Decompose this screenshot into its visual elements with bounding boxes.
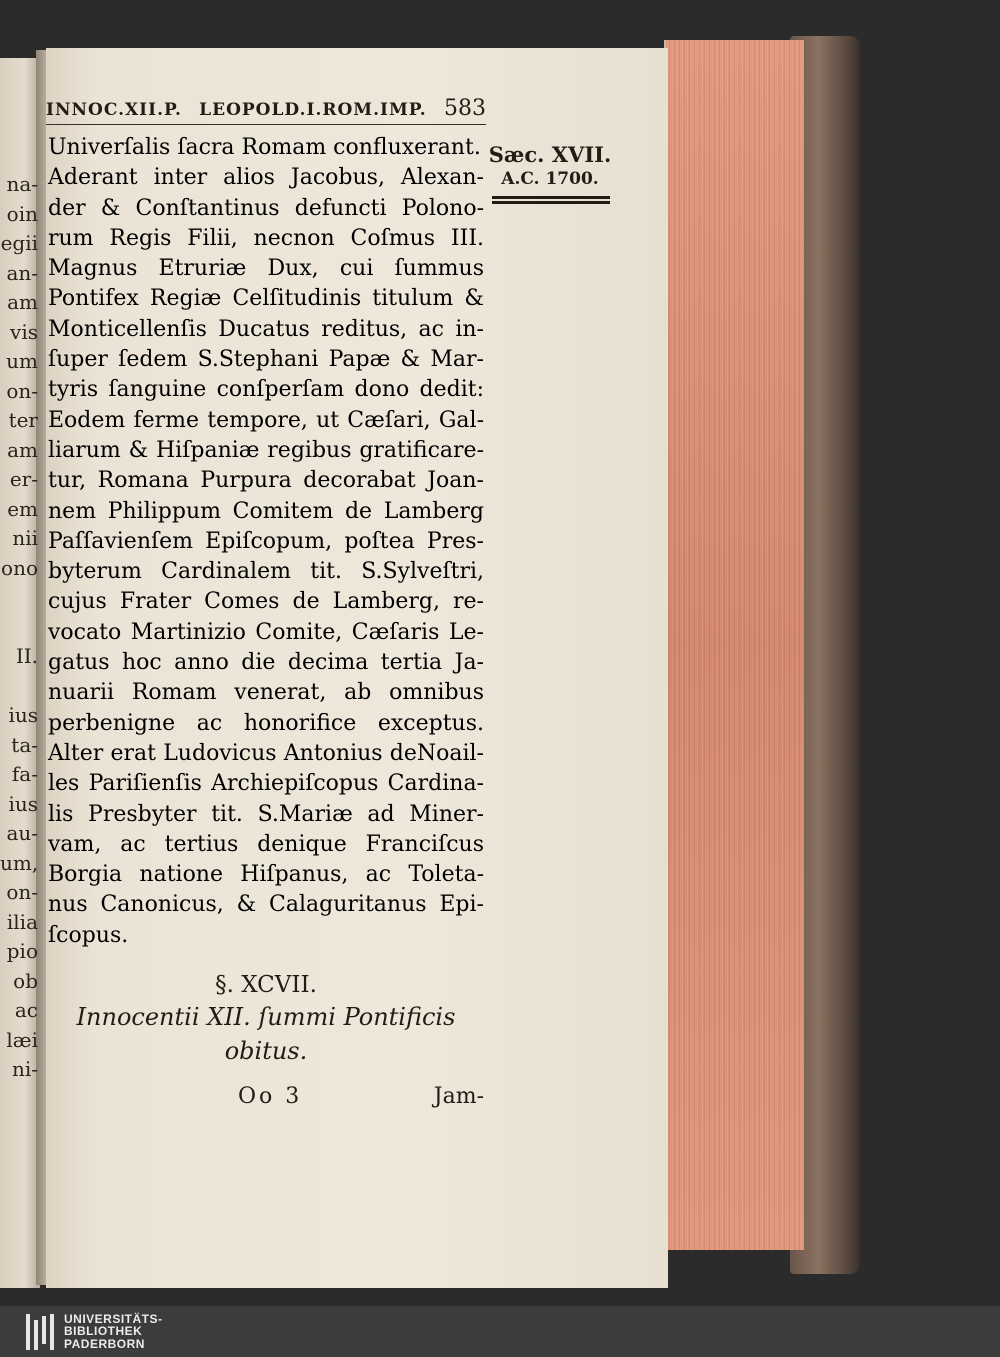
text-line: les Pariſienſis Archiepiſcopus Cardina- xyxy=(48,771,484,797)
institution-line2: BIBLIOTHEK xyxy=(64,1324,143,1339)
left-fragment: ni- xyxy=(11,1057,38,1081)
page-number: 583 xyxy=(443,96,486,121)
text-line: Aderant inter alios Jacobus, Alexan- xyxy=(48,165,484,191)
left-fragment: oin xyxy=(6,201,38,226)
left-fragment: ob xyxy=(13,968,38,993)
margin-double-rule xyxy=(492,196,610,204)
text-line: lis Presbyter tit. S.Mariæ ad Miner- xyxy=(48,801,484,827)
left-fragment: on- xyxy=(6,378,38,403)
left-fragment: um xyxy=(6,349,38,373)
text-line: Eodem ferme tempore, ut Cæſari, Gal- xyxy=(48,407,484,433)
text-line: der & Conſtantinus defuncti Polono- xyxy=(48,195,484,221)
left-fragment: vis xyxy=(10,319,38,344)
catchword: Jam- xyxy=(433,1084,484,1109)
text-line: nem Philippum Comitem de Lamberg xyxy=(48,498,484,524)
left-fragment: ono xyxy=(1,555,38,580)
library-logo-icon xyxy=(26,1314,54,1350)
text-line: nuarii Romam venerat, ab omnibus xyxy=(48,680,484,706)
left-fragment: ius xyxy=(8,791,38,816)
left-fragment: læi xyxy=(6,1027,38,1052)
text-line: vam, ac tertius denique Franciſcus xyxy=(48,831,484,857)
left-fragment: um, xyxy=(0,850,38,875)
text-line: cujus Frater Comes de Lamberg, re- xyxy=(48,589,484,615)
text-line: tur, Romana Purpura decorabat Joan- xyxy=(48,468,484,494)
signature-mark: Oo 3 xyxy=(238,1084,303,1109)
left-fragment: em xyxy=(7,496,38,521)
left-fragment: fa- xyxy=(11,762,38,786)
left-fragment: II. xyxy=(15,644,38,668)
header-left: INNOC.XII.P. xyxy=(46,100,182,120)
margin-saeculum: Sæc. XVII. xyxy=(488,142,612,167)
text-line: Monticellenſis Ducatus reditus, ac in- xyxy=(48,316,484,342)
left-fragment: ta- xyxy=(11,732,38,757)
left-page-fragments xyxy=(0,170,38,1085)
margin-note xyxy=(488,142,612,189)
left-fragment: ter xyxy=(8,408,38,432)
institution-line3: PADERBORN xyxy=(64,1336,145,1351)
text-line: ſuper ſedem S.Stephani Papæ & Mar- xyxy=(48,347,484,373)
text-line: Paſſavienſem Epiſcopum, poſtea Pres- xyxy=(48,528,484,554)
margin-year: A.C. 1700. xyxy=(501,169,599,189)
text-line: tyris ſanguine conſperſam dono dedit: xyxy=(48,377,484,403)
left-fragment: pio xyxy=(6,939,38,963)
footer-bar xyxy=(0,1306,1000,1357)
left-fragment: ilia xyxy=(6,909,38,934)
header-mid: LEOPOLD.I.ROM.IMP. xyxy=(199,100,427,120)
left-fragment: na- xyxy=(6,172,38,196)
left-fragment: an- xyxy=(6,260,38,285)
left-fragment: am xyxy=(7,290,38,314)
text-line: byterum Cardinalem tit. S.Sylveſtri, xyxy=(48,559,484,585)
text-line: ſcopus. xyxy=(48,922,129,948)
left-fragment: er- xyxy=(9,467,38,491)
left-fragment xyxy=(0,583,38,613)
page-edges xyxy=(664,40,804,1250)
text-line: perbenigne ac honorifice exceptus. xyxy=(48,710,484,736)
left-fragment: on- xyxy=(6,880,38,904)
left-fragment: am xyxy=(7,437,38,462)
section-heading-line1: Innocentii XII. ſummi Pontificis xyxy=(76,1003,456,1031)
section-heading-line2: obitus. xyxy=(224,1037,308,1065)
section-heading xyxy=(48,1000,484,1068)
left-fragment: nii xyxy=(12,526,38,550)
left-fragment: egii xyxy=(0,231,38,255)
text-line: vocato Martinizio Comite, Cæſaris Le- xyxy=(48,619,484,645)
left-fragment: au- xyxy=(6,821,38,845)
body-text xyxy=(48,133,484,951)
text-line: nus Canonicus, & Calaguritanus Epi- xyxy=(48,892,484,918)
text-line: rum Regis Filii, necnon Coſmus III. xyxy=(48,225,484,251)
section-number: §. XCVII. xyxy=(215,972,317,998)
text-line: liarum & Hiſpaniæ regibus gratificare- xyxy=(48,437,484,463)
left-fragment xyxy=(0,613,38,643)
text-line: Pontifex Regiæ Celſitudinis titulum & xyxy=(48,286,484,312)
text-line: Magnus Etruriæ Dux, cui ſummus xyxy=(48,256,484,282)
institution-name xyxy=(64,1313,163,1351)
institution-line1: UNIVERSITÄTS- xyxy=(64,1311,163,1326)
text-line: Univerſalis ſacra Romam confluxerant. xyxy=(48,135,481,160)
left-fragment: ac xyxy=(14,998,38,1022)
left-fragment: ius xyxy=(8,703,38,727)
header-rule xyxy=(46,124,486,125)
running-header xyxy=(46,96,486,121)
text-line: gatus hoc anno die decima tertia Ja- xyxy=(48,650,484,676)
left-fragment xyxy=(0,672,38,702)
text-line: Borgia natione Hiſpanus, ac Toleta- xyxy=(48,862,484,888)
text-line: Alter erat Ludovicus Antonius deNoail- xyxy=(48,740,484,766)
